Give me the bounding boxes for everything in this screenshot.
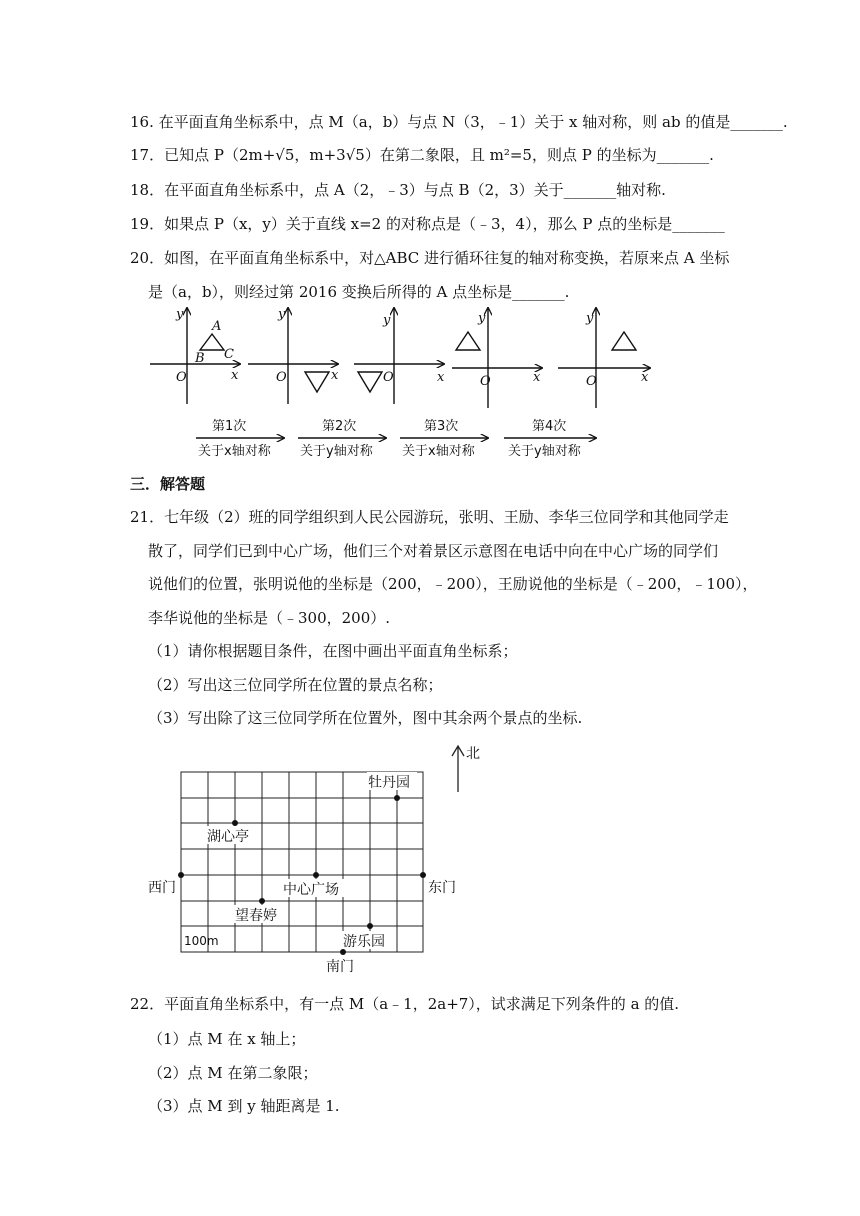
question-21-sub2: （2）写出这三位同学所在位置的景点名称；	[148, 676, 443, 694]
step4-label: 第4次	[532, 419, 567, 434]
label-west: 西门	[148, 880, 176, 896]
label-spring: 望春婷	[235, 908, 277, 924]
figure-20	[140, 304, 670, 464]
dot-peony	[394, 795, 400, 801]
svg-text:y: y	[383, 313, 391, 328]
dot-amusement	[367, 923, 373, 929]
question-20-line1: 20．如图，在平面直角坐标系中，对△ABC 进行循环往复的轴对称变换，若原来点 A 坐标	[130, 249, 730, 267]
svg-text:O: O	[586, 374, 597, 389]
step2-label: 第2次	[322, 419, 357, 434]
svg-text:O: O	[383, 370, 394, 385]
dot-center	[313, 872, 319, 878]
question-21-line2: 散了，同学们已到中心广场，他们三个对着景区示意图在电话中向在中心广场的同学们	[148, 542, 719, 560]
triangle-original	[200, 334, 224, 350]
svg-text:y: y	[478, 311, 486, 326]
question-22-sub3: （3）点 M 到 y 轴距离是 1.	[148, 1097, 340, 1115]
svg-text:x: x	[641, 370, 649, 385]
label-peony: 牡丹园	[368, 775, 410, 791]
triangle-step1	[305, 372, 329, 392]
svg-text:y: y	[278, 307, 286, 322]
label-east: 东门	[428, 880, 456, 896]
label-scale: 100m	[184, 934, 219, 948]
label-center: 中心广场	[283, 882, 339, 898]
question-16: 16. 在平面直角坐标系中，点 M（a，b）与点 N（3，﹣1）关于 x 轴对称，则 ab 的值是_______.	[130, 113, 788, 131]
origin-label: O	[176, 370, 187, 385]
svg-text:x: x	[331, 368, 339, 383]
point-c-label: C	[224, 347, 234, 362]
dot-lake	[232, 820, 238, 826]
axis-x-label: x	[231, 368, 239, 383]
question-21-line3: 说他们的位置，张明说他的坐标是（200，﹣200），王励说他的坐标是（﹣200，﹣100），	[148, 575, 758, 593]
svg-text:x: x	[533, 370, 541, 385]
step1-desc: 关于x轴对称	[198, 444, 271, 459]
question-21-line4: 李华说他的坐标是（﹣300，200）.	[148, 609, 391, 627]
axis-y-label: y	[176, 307, 184, 322]
question-17: 17．已知点 P（2m+√5，m+3√5）在第二象限，且 m²=5，则点 P 的坐标为_______.	[130, 146, 714, 164]
triangle-step4	[612, 332, 636, 350]
dot-east	[420, 872, 426, 878]
scenic-map	[140, 738, 500, 978]
label-north: 北	[466, 746, 480, 762]
triangle-step3	[456, 332, 480, 350]
north-arrow	[452, 746, 464, 792]
step2-desc: 关于y轴对称	[300, 444, 373, 459]
triangle-step2	[358, 372, 382, 392]
dot-west	[178, 872, 184, 878]
dot-spring	[259, 898, 265, 904]
label-amusement: 游乐园	[343, 934, 385, 950]
question-19: 19．如果点 P（x，y）关于直线 x=2 的对称点是（﹣3，4），那么 P 点的坐标是_______	[130, 215, 725, 233]
svg-text:O: O	[276, 370, 287, 385]
svg-text:x: x	[437, 370, 445, 385]
question-18: 18．在平面直角坐标系中，点 A（2，﹣3）与点 B（2，3）关于_______轴对称.	[130, 181, 666, 199]
map-grid	[181, 772, 423, 952]
question-21-sub1: （1）请你根据题目条件，在图中画出平面直角坐标系；	[148, 642, 518, 660]
svg-text:O: O	[480, 374, 491, 389]
step3-desc: 关于x轴对称	[402, 444, 475, 459]
question-22-sub2: （2）点 M 在第二象限；	[148, 1064, 318, 1082]
question-21-line1: 21．七年级（2）班的同学组织到人民公园游玩，张明、王励、李华三位同学和其他同学走	[130, 508, 729, 526]
question-21-sub3: （3）写出除了这三位同学所在位置外，图中其余两个景点的坐标.	[148, 709, 583, 727]
question-20-line2: 是（a，b），则经过第 2016 变换后所得的 A 点坐标是_______.	[148, 283, 570, 301]
point-b-label: B	[195, 351, 205, 366]
step4-desc: 关于y轴对称	[508, 444, 581, 459]
step3-label: 第3次	[424, 419, 459, 434]
step1-label: 第1次	[212, 419, 247, 434]
point-a-label: A	[212, 319, 222, 334]
svg-text:y: y	[586, 311, 594, 326]
question-22-sub1: （1）点 M 在 x 轴上；	[148, 1030, 306, 1048]
question-22-line1: 22．平面直角坐标系中，有一点 M（a﹣1，2a+7），试求满足下列条件的 a 的值.	[130, 995, 680, 1013]
label-south: 南门	[326, 959, 354, 975]
label-lake: 湖心亭	[207, 829, 249, 845]
section-heading: 三．解答题	[130, 475, 206, 493]
